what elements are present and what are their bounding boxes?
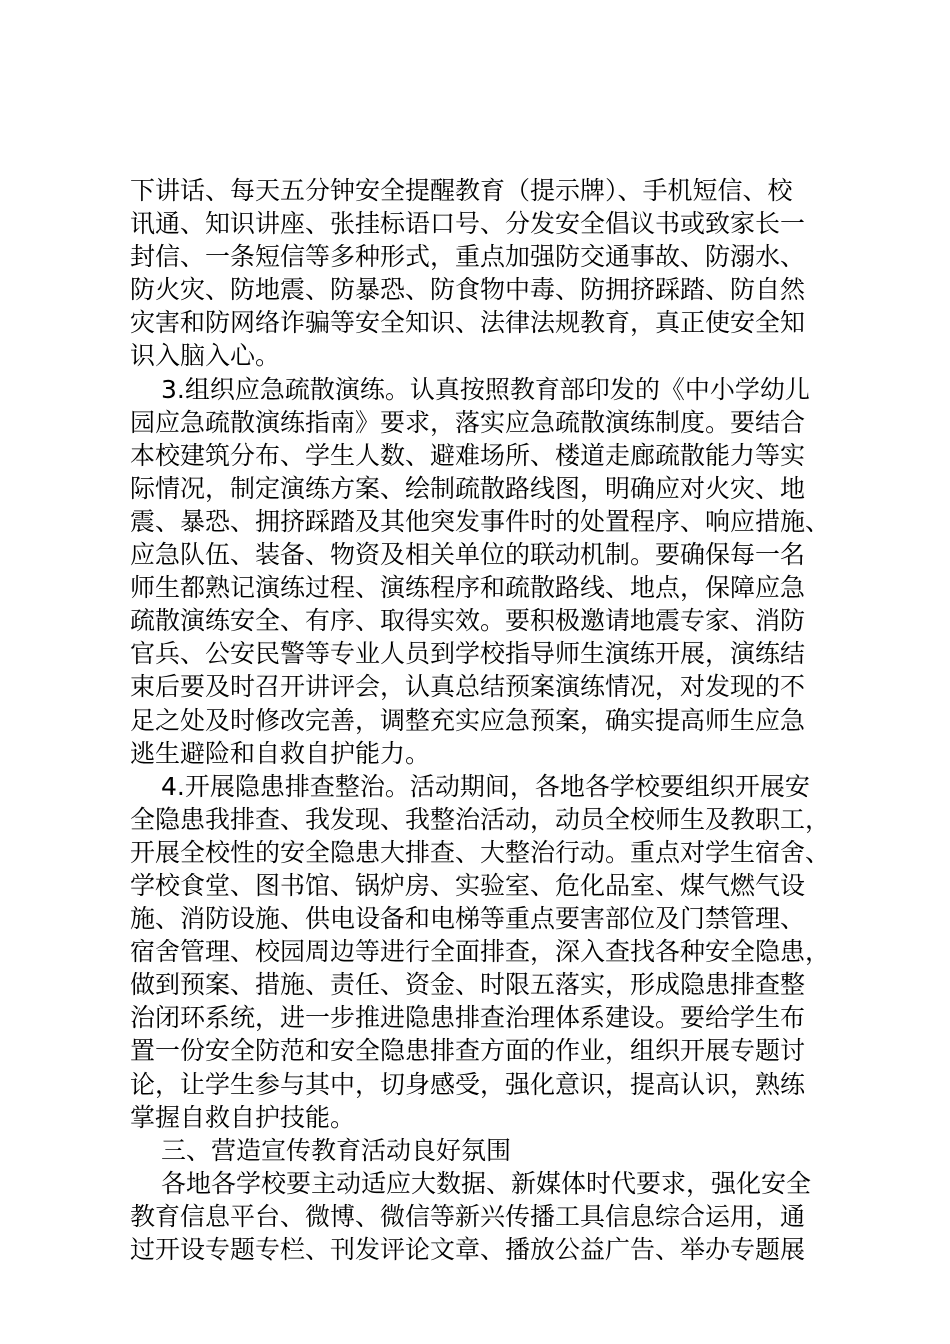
- text-line: 灾害和防网络诈骗等安全知识、法律法规教育，真正使安全知: [130, 308, 806, 338]
- text-line: 逃生避险和自救自护能力。: [130, 738, 431, 768]
- text-line: 做到预案、措施、责任、资金、时限五落实，形成隐患排查整: [130, 970, 806, 1000]
- paragraph-first-line: 各地各学校要主动适应大数据、新媒体时代要求，强化安全: [161, 1168, 812, 1198]
- text-line: 宿舍管理、校园周边等进行全面排查，深入查找各种安全隐患，: [130, 937, 830, 967]
- text-line: 教育信息平台、微博、微信等新兴传播工具信息综合运用，通: [130, 1201, 806, 1231]
- text-line: 本校建筑分布、学生人数、避难场所、楼道走廊疏散能力等实: [130, 440, 806, 470]
- text-line: 下讲话、每天五分钟安全提醒教育（提示牌）、手机短信、校: [130, 176, 793, 205]
- text-line: 讯通、知识讲座、张挂标语口号、分发安全倡议书或致家长一: [130, 209, 806, 239]
- text-line: 际情况，制定演练方案、绘制疏散路线图，明确应对火灾、地: [130, 473, 806, 503]
- text-line: 掌握自救自护技能。: [130, 1102, 356, 1132]
- text-line: 学校食堂、图书馆、锅炉房、实验室、危化品室、煤气燃气设: [130, 870, 806, 900]
- text-line: 园应急疏散演练指南》要求，落实应急疏散演练制度。要结合: [130, 407, 806, 437]
- text-line: 束后要及时召开讲评会，认真总结预案演练情况，对发现的不: [130, 672, 806, 702]
- text-line: 开展全校性的安全隐患大排查、大整治行动。重点对学生宿舍、: [130, 837, 830, 867]
- text-line: 封信、一条短信等多种形式，重点加强防交通事故、防溺水、: [130, 242, 806, 272]
- text-line: 震、暴恐、拥挤踩踏及其他突发事件时的处置程序、响应措施、: [130, 506, 830, 536]
- paragraph-first-line: 3.组织应急疏散演练。认真按照教育部印发的《中小学幼儿: [161, 374, 810, 404]
- text-line: 施、消防设施、供电设备和电梯等重点要害部位及门禁管理、: [130, 904, 806, 934]
- text-line: 防火灾、防地震、防暴恐、防食物中毒、防拥挤踩踏、防自然: [130, 275, 806, 305]
- text-line: 置一份安全防范和安全隐患排查方面的作业，组织开展专题讨: [130, 1036, 806, 1066]
- text-line: 识入脑入心。: [130, 341, 281, 371]
- paragraph-first-line: 三、营造宣传教育活动良好氛围: [161, 1135, 512, 1165]
- text-line: 师生都熟记演练过程、演练程序和疏散路线、地点，保障应急: [130, 573, 806, 603]
- text-line: 过开设专题专栏、刊发评论文章、播放公益广告、举办专题展: [130, 1235, 806, 1264]
- text-line: 应急队伍、装备、物资及相关单位的联动机制。要确保每一名: [130, 540, 806, 570]
- text-line: 论，让学生参与其中，切身感受，强化意识，提高认识，熟练: [130, 1069, 806, 1099]
- text-line: 官兵、公安民警等专业人员到学校指导师生演练开展，演练结: [130, 639, 806, 669]
- text-line: 全隐患我排查、我发现、我整治活动，动员全校师生及教职工，: [130, 804, 830, 834]
- text-line: 足之处及时修改完善，调整充实应急预案，确实提高师生应急: [130, 705, 806, 735]
- text-line: 疏散演练安全、有序、取得实效。要积极邀请地震专家、消防: [130, 606, 806, 636]
- text-line: 治闭环系统，进一步推进隐患排查治理体系建设。要给学生布: [130, 1003, 806, 1033]
- document-body: [130, 174, 830, 1266]
- paragraph-first-line: 4.开展隐患排查整治。活动期间，各地各学校要组织开展安: [161, 771, 810, 801]
